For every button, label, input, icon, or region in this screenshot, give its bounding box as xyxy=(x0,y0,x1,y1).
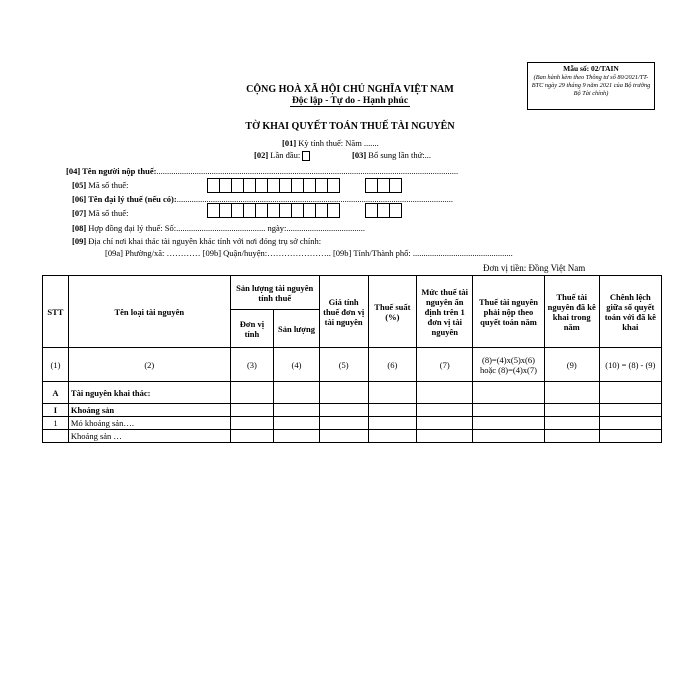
resource-tax-table xyxy=(42,275,662,443)
table-row xyxy=(43,382,662,404)
table-row xyxy=(43,404,662,417)
index-cell: (4) xyxy=(274,348,320,382)
index-cell: (6) xyxy=(368,348,417,382)
row-stt: I xyxy=(43,404,69,417)
tax-id-boxes-07[interactable] xyxy=(208,203,340,218)
tax-id-suffix-boxes-07[interactable] xyxy=(366,203,402,218)
field-08 xyxy=(72,223,365,233)
index-cell: (8)=(4)x(5)x(6) hoặc (8)=(4)x(7) xyxy=(473,348,545,382)
field-09-sub[interactable]: [09a] Phường/xã: ………… [09b] Quận/huyện:………………….. [09b] Tỉnh/Thành phố: ............................................... xyxy=(105,248,513,258)
col-unit: Đơn vị tính xyxy=(230,310,274,348)
field-08-text[interactable]: Hợp đồng đại lý thuế: Số:.......................................... ngày:..................................... xyxy=(88,223,366,233)
field-07-text: Mã số thuế: xyxy=(88,208,129,218)
form-code-box xyxy=(527,62,655,110)
col-fixed-tax: Mức thuế tài nguyên ấn định trên 1 đơn vị tài nguyên xyxy=(417,276,473,348)
index-cell: (10) = (8) - (9) xyxy=(599,348,661,382)
field-06-label: [06] Tên đại lý thuế (nếu có): xyxy=(72,194,177,204)
col-quantity: Sản lượng xyxy=(274,310,320,348)
field-01-text[interactable]: Kỳ tính thuế: Năm ....... xyxy=(298,138,379,148)
form-note: (Ban hành kèm theo Thông tư số 80/2021/TT-BTC ngày 29 tháng 9 năm 2021 của Bộ trưởng Bộ Tài chính) xyxy=(531,74,651,97)
row-name: Mỏ khoáng sản…. xyxy=(68,417,230,430)
field-02-code: [02] xyxy=(254,150,269,160)
field-07 xyxy=(72,208,128,218)
row-stt: A xyxy=(43,382,69,404)
index-cell: (1) xyxy=(43,348,69,382)
tax-id-suffix-boxes-05[interactable] xyxy=(366,178,402,193)
field-01 xyxy=(282,138,379,148)
field-07-code: [07] xyxy=(72,208,87,218)
row-name: Khoáng sản … xyxy=(68,430,230,443)
table-row xyxy=(43,430,662,443)
field-04-dots[interactable]: .............................................................................................................................................. xyxy=(156,166,459,176)
col-stt: STT xyxy=(43,276,69,348)
table-row xyxy=(43,417,662,430)
country-header: CỘNG HOÀ XÃ HỘI CHỦ NGHĨA VIỆT NAM xyxy=(246,84,454,95)
index-cell: (2) xyxy=(68,348,230,382)
field-05-code: [05] xyxy=(72,180,87,190)
col-output-group: Sản lượng tài nguyên tính thuế xyxy=(230,276,319,310)
field-03-text[interactable]: Bổ sung lần thứ:... xyxy=(368,150,431,160)
col-tax-declared: Thuế tài nguyên đã kê khai trong năm xyxy=(544,276,599,348)
index-cell: (7) xyxy=(417,348,473,382)
row-name: Tài nguyên khai thác: xyxy=(68,382,230,404)
field-03-code: [03] xyxy=(352,150,367,160)
col-resource-name: Tên loại tài nguyên xyxy=(68,276,230,348)
motto xyxy=(200,96,500,106)
field-09-code: [09] xyxy=(72,236,87,246)
field-09-text: Địa chỉ nơi khai thác tài nguyên khác tỉnh với nơi đóng trụ sở chính: xyxy=(88,236,322,246)
form-code: Mẫu số: 02/TAIN xyxy=(563,64,619,73)
row-name: Khoáng sản xyxy=(68,404,230,417)
index-cell: (3) xyxy=(230,348,274,382)
field-05-text: Mã số thuế: xyxy=(88,180,129,190)
field-04 xyxy=(66,166,458,176)
row-stt xyxy=(43,430,69,443)
index-cell: (9) xyxy=(544,348,599,382)
field-01-code: [01] xyxy=(282,138,297,148)
col-unit-price: Giá tính thuế đơn vị tài nguyên xyxy=(319,276,368,348)
field-03 xyxy=(352,150,431,160)
motto-text: Độc lập - Tự do - Hạnh phúc xyxy=(291,96,409,106)
index-cell: (5) xyxy=(319,348,368,382)
col-difference: Chênh lệch giữa số quyết toán với đã kê khai xyxy=(599,276,661,348)
col-tax-rate: Thuế suất (%) xyxy=(368,276,417,348)
row-stt: 1 xyxy=(43,417,69,430)
field-04-label: [04] Tên người nộp thuế: xyxy=(66,166,157,176)
currency-unit: Đơn vị tiền: Đồng Việt Nam xyxy=(483,263,586,273)
field-08-code: [08] xyxy=(72,223,87,233)
field-02 xyxy=(254,150,310,161)
col-tax-payable: Thuế tài nguyên phải nộp theo quyết toán năm xyxy=(473,276,545,348)
field-06-dots[interactable]: .................................................................................................................................. xyxy=(176,194,453,204)
page-title: TỜ KHAI QUYẾT TOÁN THUẾ TÀI NGUYÊN xyxy=(245,121,455,132)
first-time-checkbox[interactable] xyxy=(302,151,310,161)
field-02-text: Lần đầu: xyxy=(270,150,301,160)
field-05 xyxy=(72,180,128,190)
field-09 xyxy=(72,236,321,246)
index-row xyxy=(43,348,662,382)
tax-id-boxes-05[interactable] xyxy=(208,178,340,193)
